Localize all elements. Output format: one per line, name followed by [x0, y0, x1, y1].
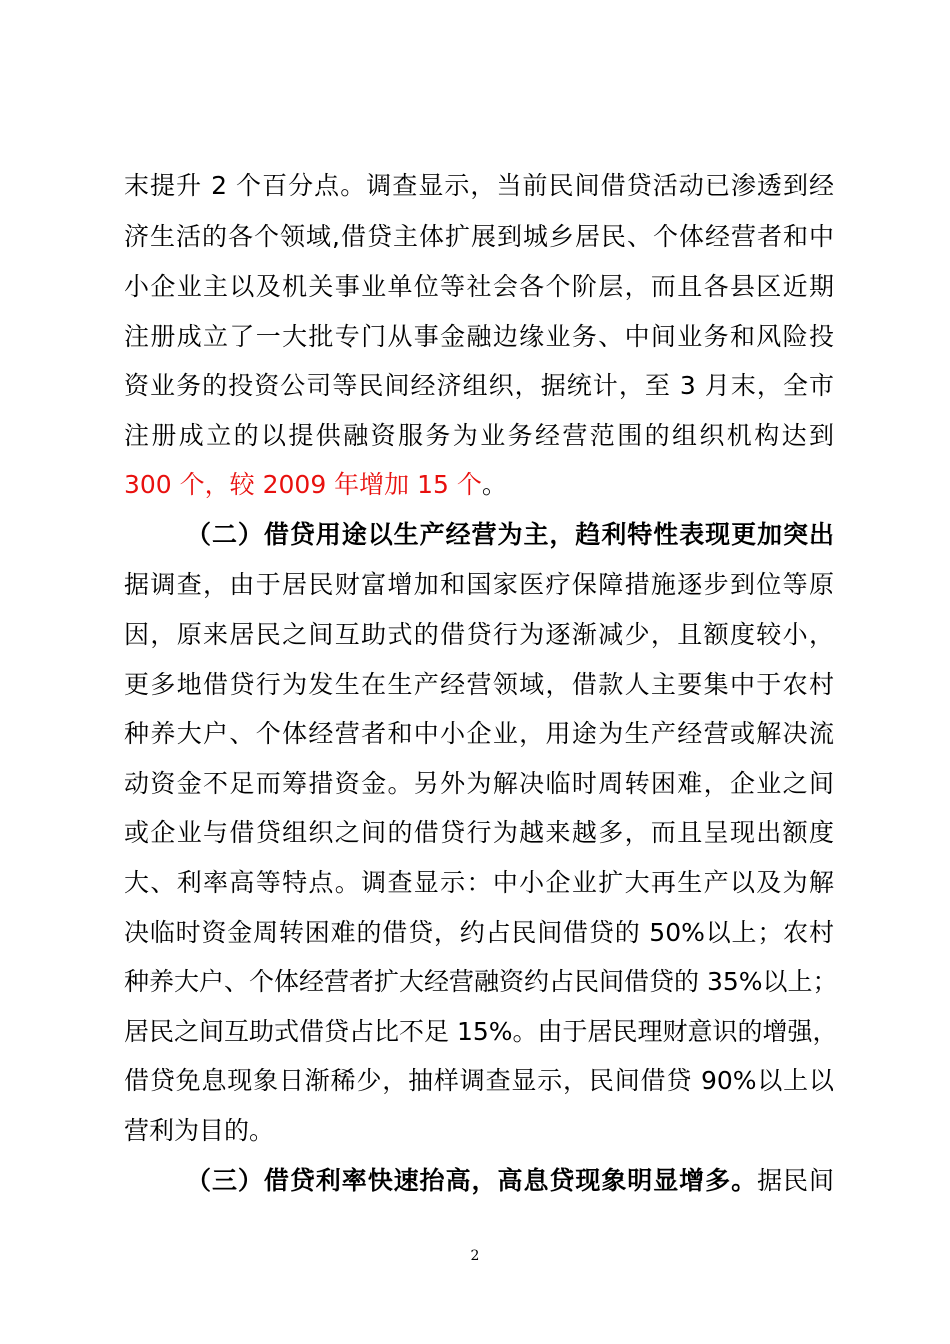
- body-line: 末提升 2 个百分点。调查显示，当前民间借贷活动已渗透到经: [124, 171, 834, 200]
- highlighted-statistic: 300 个，较 2009 年增加 15 个: [124, 470, 482, 499]
- sentence-end: 。: [481, 470, 507, 499]
- body-line: 借贷免息现象日渐稀少，抽样调查显示，民间借贷 90%以上以: [124, 1066, 834, 1095]
- page-number: 2: [470, 1248, 480, 1264]
- body-line: 或企业与借贷组织之间的借贷行为越来越多，而且呈现出额度: [124, 818, 834, 847]
- body-line: 注册成立了一大批专门从事金融边缘业务、中间业务和风险投: [124, 322, 834, 351]
- body-line: 种养大户、个体经营者扩大经营融资约占民间借贷的 35%以上；: [124, 967, 838, 996]
- body-line: 据调查，由于居民财富增加和国家医疗保障措施逐步到位等原: [124, 570, 834, 599]
- body-text: 据民间: [757, 1166, 834, 1195]
- body-line: 更多地借贷行为发生在生产经营领域，借款人主要集中于农村: [124, 670, 834, 699]
- body-line: 营利为目的。: [124, 1116, 275, 1145]
- body-line: 小企业主以及机关事业单位等社会各个阶层，而且各县区近期: [124, 272, 834, 301]
- body-line: 居民之间互助式借贷占比不足 15%。由于居民理财意识的增强，: [124, 1017, 838, 1046]
- body-line: 大、利率高等特点。调查显示：中小企业扩大再生产以及为解: [124, 868, 834, 897]
- body-line: 济生活的各个领域,借贷主体扩展到城乡居民、个体经营者和中: [124, 222, 834, 251]
- body-line: 动资金不足而筹措资金。另外为解决临时周转困难，企业之间: [124, 769, 834, 798]
- section-heading-2: （二）借贷用途以生产经营为主，趋利特性表现更加突出: [186, 520, 834, 549]
- section-heading-3-line: [186, 1166, 834, 1196]
- body-line: [124, 470, 834, 500]
- body-line: 因，原来居民之间互助式的借贷行为逐渐减少，且额度较小，: [124, 620, 834, 649]
- section-heading-3: （三）借贷利率快速抬高，高息贷现象明显增多。: [186, 1166, 758, 1195]
- body-line: 决临时资金周转困难的借贷，约占民间借贷的 50%以上；农村: [124, 918, 834, 947]
- body-line: 资业务的投资公司等民间经济组织，据统计，至 3 月末，全市: [124, 371, 834, 400]
- body-line: 注册成立的以提供融资服务为业务经营范围的组织机构达到: [124, 421, 834, 450]
- body-line: 种养大户、个体经营者和中小企业，用途为生产经营或解决流: [124, 719, 834, 748]
